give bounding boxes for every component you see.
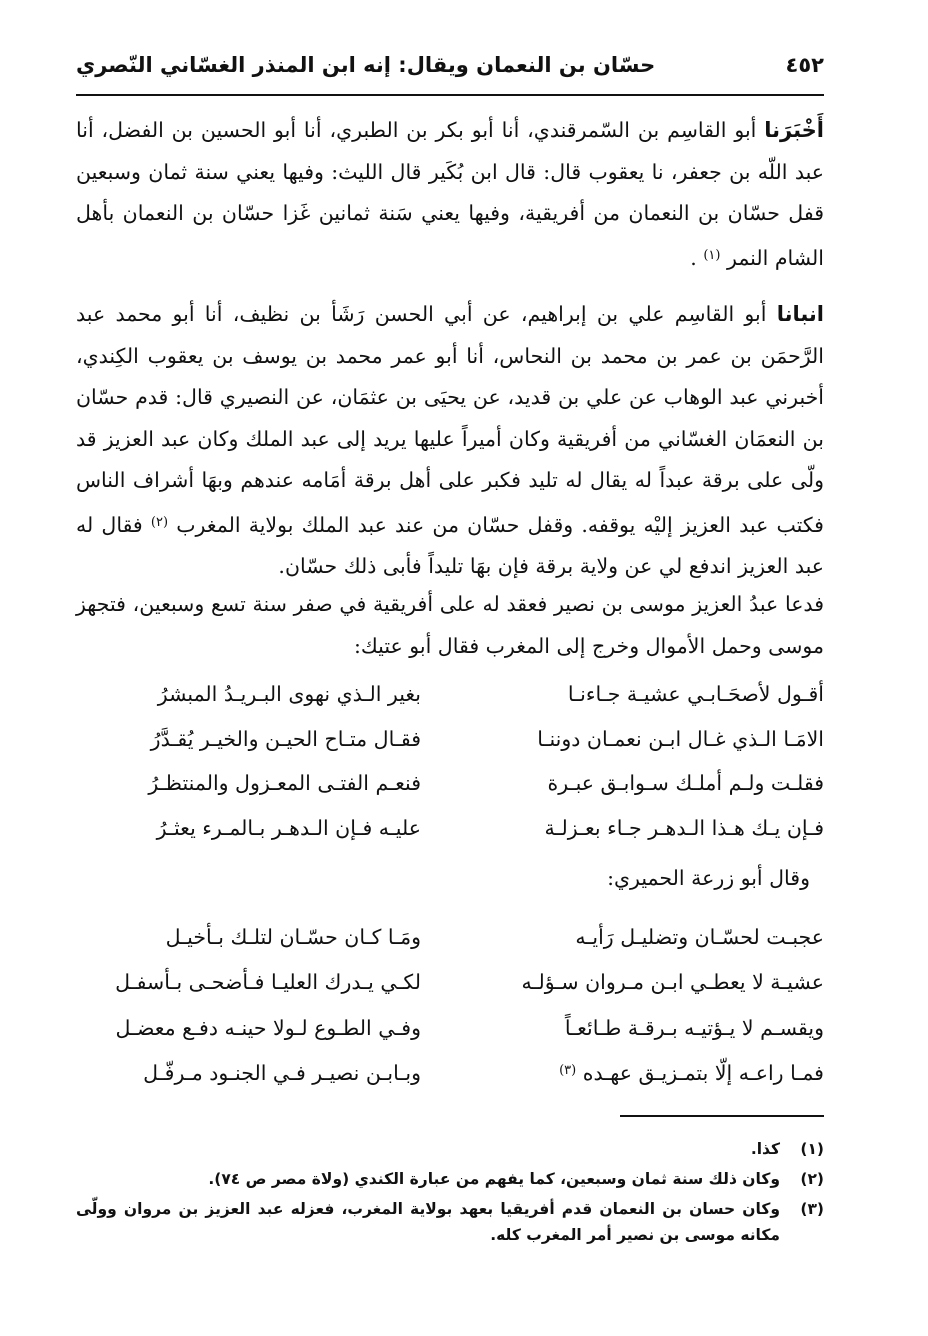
poem-hemistich-second: وبـابـن نصيـر فـي الجنـود مـرفّـل [143, 1061, 421, 1086]
poem-hemistich-second: فنعـم الفتـى المعـزول والمنتظـرُ [148, 771, 421, 796]
poem-line [76, 1051, 824, 1097]
poem-hemistich-first: ويقسـم لا يـؤتيـه بـرقـة طـائعـاً [564, 1015, 824, 1040]
footnote-number: (٢) [800, 1170, 824, 1188]
footnote-text: كذا. [750, 1140, 780, 1158]
poem-hemistich-first: عجبـت لحسّـان وتضليـل رَأيـه [575, 924, 824, 949]
footnote-number: (٣) [800, 1200, 824, 1218]
poem-hemistich-first [479, 1061, 824, 1085]
page-number: ٤٥٢ [785, 53, 824, 77]
poem-2-intro: وقال أبو زرعة الحميري: [607, 866, 810, 890]
poem-hemistich-first: الامَـا الـذي غـال ابـن نعمـان دوننـا [537, 726, 824, 751]
poem-abu-atik [76, 672, 824, 850]
footnote-text: وكان حسان بن النعمان قدم أفريقيا بعهد بولاية المغرب، فعزله عبد العزيز بن مروان وولّى مكانه موسى بن نصير أمر المغرب كله. [76, 1200, 780, 1244]
poem-hemistich-second: فقـال متـاح الحيـن والخيـر يُقـدَّرُ [150, 726, 421, 751]
paragraph-2-lead: انبانا [776, 302, 824, 326]
poem-hemistich-text: فمـا راعـه إلّا بتمـزيـق عهـده [582, 1061, 824, 1086]
footnote-text: وكان ذلك سنة ثمان وسبعين، كما يفهم من عبارة الكندي (ولاة مصر ص ٧٤). [208, 1170, 780, 1188]
header-divider [76, 94, 824, 96]
poem-hemistich-second: ومَـا كـان حسّـان لتلـك بـأخيـل [165, 924, 421, 949]
poem-hemistich-second: عليـه فـإن الـدهـر بـالمـرء يعثـرُ [156, 815, 421, 840]
paragraph-2-end: فقال له عبد العزيز اندفع لي عن ولاية برقة فإن بهَا تليداً فأبى ذلك حسّان. [76, 512, 824, 578]
running-title: حسّان بن النعمان ويقال: إنه ابن المنذر الغسّاني النّصري [76, 53, 656, 77]
footnote-ref-2: (٢) [150, 514, 169, 530]
paragraph-1-lead: أَخْبَرَنا [764, 118, 824, 142]
footnote-item [76, 1166, 824, 1192]
poem-hemistich-first: فـإن يـك هـذا الـدهـر جـاء بعـزلـة [544, 815, 824, 840]
paragraph-1-text: أبو القاسِم بن السّمرقندي، أنا أبو بكر بن الطبري، أنا أبو الحسين بن الفضل، أنا عبد اللّه بن جعفر، نا يعقوب قال: قال ابن بُكَير قال الليث: وفيها يعني سنة ثمان وسبعين قفل حسّان بن النعمان من أفريقية، وفيها يعني سَنة ثمانين غَزا حسّان بن النعمان بأهل الشام النمر [76, 118, 824, 270]
paragraph-2 [76, 294, 824, 588]
poem-line [76, 761, 824, 806]
poem-hemistich-second: وفـي الطـوع لـولا حينـه دفـع معضـل [115, 1015, 421, 1040]
poem-line [76, 1005, 824, 1051]
poem-hemistich-first: فقلـت ولـم أملـك سـوابـق عبـرة [547, 771, 824, 796]
poem-line [76, 960, 824, 1006]
footnote-ref-3: (٣) [559, 1063, 577, 1079]
poem-abu-zura [76, 914, 824, 1096]
paragraph-2-text: أبو القاسِم علي بن إبراهيم، عن أبي الحسن رَشَأ بن نظيف، أنا أبو محمد عبد الرَّحمَن بن عمر بن محمد بن النحاس، أنا أبو عمر محمد بن يوسف بن يعقوب الكِندي، أخبرني عبد الوهاب عن علي بن قديد، عن يحيَى بن عثمَان، عن النصيري قال: قدم حسّان بن النعمَان الغسّاني من أفريقية وكان أميراً عليها يريد إلى عبد الملك وكان عبد العزيز قد ولّى على برقة عبداً له يقال له تليد فكبر على أهل برقة أمَامه عندهم وبهَا أشراف الناس فكتب عبد العزيز إليْه يوقفه. وقفل حسّان من عند عبد الملك بولاية المغرب [76, 302, 824, 537]
paragraph-1 [76, 110, 824, 279]
poem-hemistich-first: أقـول لأصحَـابـي عشيـة جـاءنـا [567, 682, 824, 707]
poem-line [76, 672, 824, 717]
footnote-divider [620, 1115, 824, 1117]
paragraph-3-text: فدعا عبدُ العزيز موسى بن نصير فعقد له على أفريقية في صفر سنة تسع وسبعين، فتجهز موسى وحمل الأموال وخرج إلى المغرب فقال أبو عتيك: [76, 592, 824, 658]
footnote-ref-1: (١) [703, 247, 721, 263]
poem-line [76, 806, 824, 851]
poem-line [76, 717, 824, 762]
poem-hemistich-second: بغير الـذي نهوى البـريـدُ المبشرُ [157, 682, 421, 707]
paragraph-3 [76, 584, 824, 667]
footnote-number: (١) [800, 1140, 824, 1158]
poem-line [76, 914, 824, 960]
paragraph-1-end: . [690, 245, 704, 270]
running-header [76, 44, 824, 86]
poem-hemistich-first: عشيـة لا يعطـي ابـن مـروان سـؤلـه [521, 970, 824, 995]
footnotes [76, 1136, 824, 1252]
footnote-item [76, 1196, 824, 1248]
poem-hemistich-second: لكـي يـدرك العليـا فـأضحـى بـأسفـل [115, 970, 421, 995]
footnote-item [76, 1136, 824, 1162]
